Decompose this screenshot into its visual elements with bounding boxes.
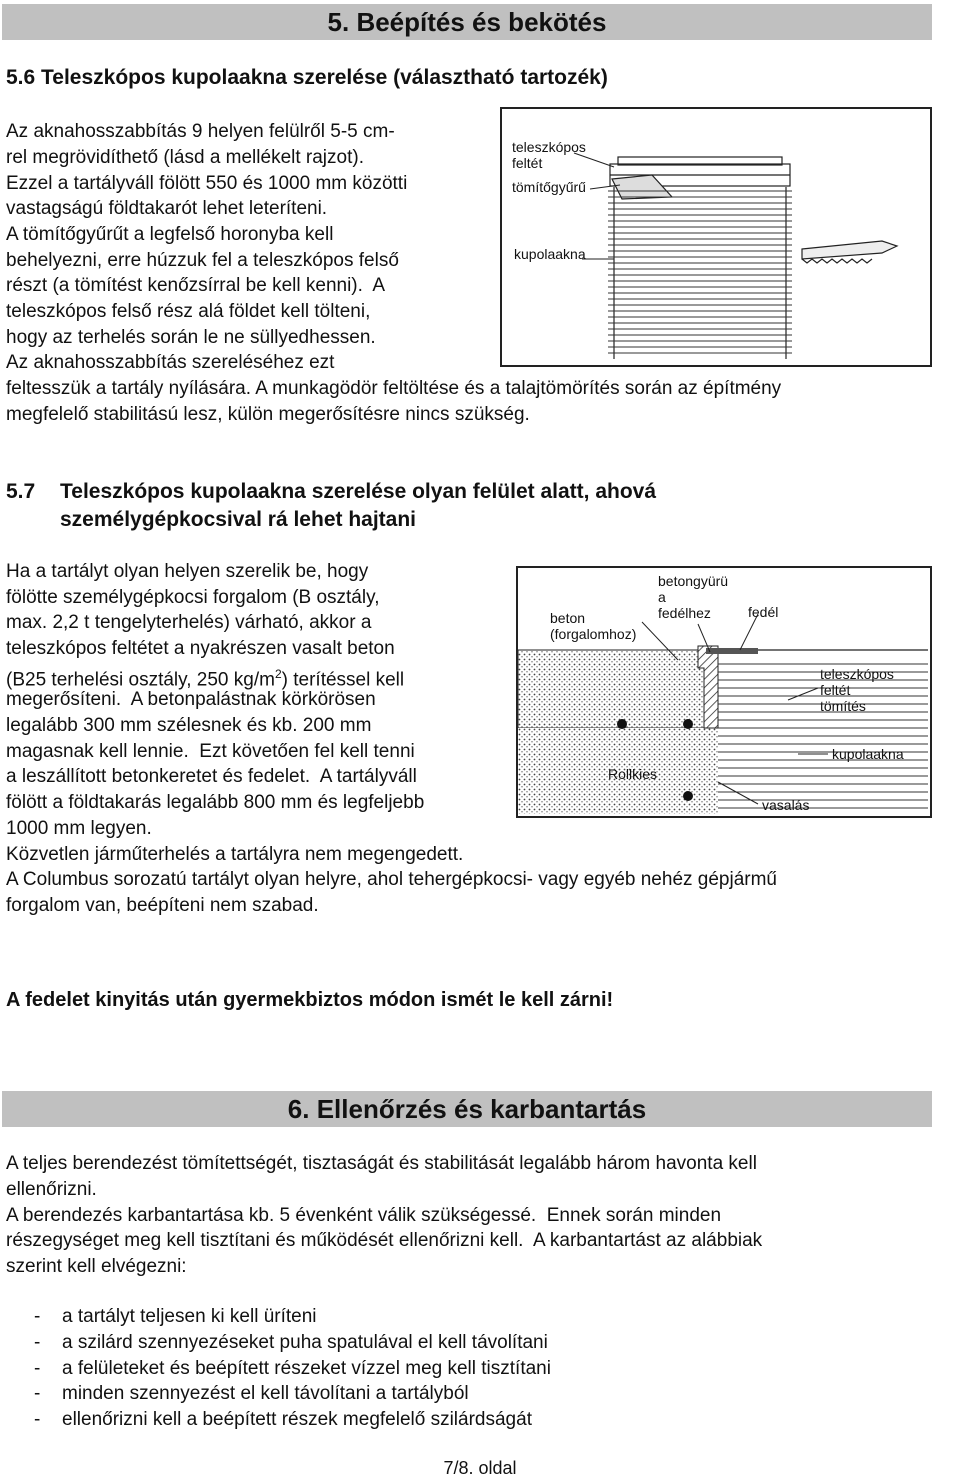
label-teleszkopos-feltet-tomites: teleszkópos feltét tömítés	[820, 666, 894, 714]
section-6-title: 6. Ellenőrzés és karbantartás	[287, 1094, 647, 1124]
heading-5-7-line-1: Teleszkópos kupolaakna szerelése olyan felület alatt, ahová	[60, 480, 657, 503]
para-5-7-line-12: Közvetlen járműterhelés a tartályra nem megengedett.	[6, 844, 464, 865]
para-5-7-line-1: Ha a tartályt olyan helyen szerelik be, hogy	[6, 561, 369, 582]
list-dash: -	[34, 1306, 41, 1327]
para-6-line-4: részegységet meg kell tisztítani és működését ellenőrizni kell. A karbantartást az alábbiak	[6, 1230, 763, 1251]
list-dash: -	[34, 1383, 41, 1404]
para-5-6-line-8: teleszkópos felső rész alá földet kell tölteni,	[6, 301, 371, 322]
label-vasalas: vasalás	[762, 797, 810, 813]
para-5-7-line-9: a leszállított betonkeretet és fedelet. A tartályváll	[6, 766, 417, 787]
section-5-banner	[2, 4, 932, 40]
figure-telescopic-dome	[500, 107, 932, 367]
heading-5-7-line-2: személygépkocsival rá lehet hajtani	[60, 508, 416, 531]
para-5-7-line-14: forgalom van, beépíteni nem szabad.	[6, 895, 319, 916]
para-5-7-line-13: A Columbus sorozatú tartályt olyan helyre, ahol tehergépkocsi- vagy egyéb nehéz gépjármű	[6, 869, 777, 890]
list-dash: -	[34, 1332, 41, 1353]
heading-5-6: 5.6 Teleszkópos kupolaakna szerelése (választható tartozék)	[6, 66, 608, 89]
para-6-line-3: A berendezés karbantartása kb. 5 évenként válik szükségessé. Ennek során minden	[6, 1205, 722, 1226]
heading-5-7-number: 5.7	[6, 480, 36, 503]
label-fedel: fedél	[748, 604, 779, 620]
para-5-7-line-5-end: ) terítéssel kell	[281, 669, 405, 691]
list-item-text: a felületeket és beépített részeket vízzel meg kell tisztítani	[62, 1358, 551, 1379]
para-5-7-line-8: magasnak kell lennie. Ezt követően fel kell tenni	[6, 741, 415, 762]
list-item-text: minden szennyezést el kell távolítani a tartályból	[62, 1383, 469, 1404]
list-item-text: a tartályt teljesen ki kell üríteni	[62, 1306, 317, 1327]
para-6-line-5: szerint kell elvégezni:	[6, 1256, 187, 1277]
para-5-7-line-5-start: (B25 terhelési osztály, 250 kg/m	[6, 669, 275, 691]
section-5-title: 5. Beépítés és bekötés	[327, 7, 607, 37]
label-betongyuru: betongyürü a fedélhez	[658, 573, 729, 621]
para-5-7-line-10: fölött a földtakarás legalább 800 mm és legfeljebb	[6, 792, 425, 813]
label-rollkies: Rollkies	[608, 766, 658, 782]
para-5-6-line-1: Az aknahosszabbítás 9 helyen felülről 5-5 cm-	[6, 121, 395, 142]
para-5-6-line-6: behelyezni, erre húzzuk fel a teleszkópos felső	[6, 250, 399, 271]
para-5-6-line-9: hogy az terhelés során le ne süllyedhessen.	[6, 327, 376, 348]
para-5-6-line-11: feltesszük a tartály nyílására. A munkagödör feltöltése és a talajtömörítés során az építmény	[6, 378, 782, 399]
child-safety-warning: A fedelet kinyitás után gyermekbiztos módon ismét le kell zárni!	[6, 989, 614, 1011]
para-5-7-line-7: legalább 300 mm szélesnek és kb. 200 mm	[6, 715, 372, 736]
label-teleszkopos-feltet: teleszkópos feltét	[512, 139, 586, 171]
para-5-7-line-4: teleszkópos feltétet a nyakrészen vasalt beton	[6, 638, 395, 659]
figure-concrete-collar	[516, 566, 932, 818]
para-6-line-2: ellenőrizni.	[6, 1179, 97, 1200]
para-5-6-line-10: Az aknahosszabbítás szereléséhez ezt	[6, 352, 335, 373]
label-tomitogyuru: tömítőgyűrű	[512, 179, 586, 195]
label-kupolaakna: kupolaakna	[832, 746, 904, 762]
para-5-6-line-12: megfelelő stabilitású lesz, külön megerősítésre nincs szükség.	[6, 404, 530, 425]
para-5-7-line-6: megerősíteni. A betonpalástnak körkörösen	[6, 689, 376, 710]
section-6-banner	[2, 1091, 932, 1127]
list-dash: -	[34, 1358, 41, 1379]
para-5-6-line-7: részt (a tömítést kenőzsírral be kell kenni). A	[6, 275, 386, 296]
label-beton: beton (forgalomhoz)	[550, 610, 637, 642]
para-6-line-1: A teljes berendezést tömítettségét, tisztaságát és stabilitását legalább három havonta kell	[6, 1153, 757, 1174]
superscript-2: 2	[274, 667, 282, 681]
para-5-6-line-5: A tömítőgyűrűt a legfelső horonyba kell	[6, 224, 334, 245]
page-number: 7/8. oldal	[443, 1458, 517, 1478]
label-kupolaakna: kupolaakna	[514, 246, 586, 262]
list-item-text: ellenőrizni kell a beépített részek megfelelő szilárdságát	[62, 1409, 532, 1430]
para-5-7-line-11: 1000 mm legyen.	[6, 818, 152, 839]
para-5-6-line-2: rel megrövidíthető (lásd a mellékelt rajzot).	[6, 147, 364, 168]
para-5-6-line-3: Ezzel a tartályváll fölött 550 és 1000 mm közötti	[6, 173, 408, 194]
list-dash: -	[34, 1409, 41, 1430]
para-5-7-line-3: max. 2,2 t tengelyterhelés) várható, akkor a	[6, 612, 372, 633]
para-5-6-line-4: vastagságú földtakarót lehet leteríteni.	[6, 198, 328, 219]
list-item-text: a szilárd szennyezéseket puha spatulával el kell távolítani	[62, 1332, 548, 1353]
para-5-7-line-2: fölötte személygépkocsi forgalom (B osztály,	[6, 587, 380, 608]
